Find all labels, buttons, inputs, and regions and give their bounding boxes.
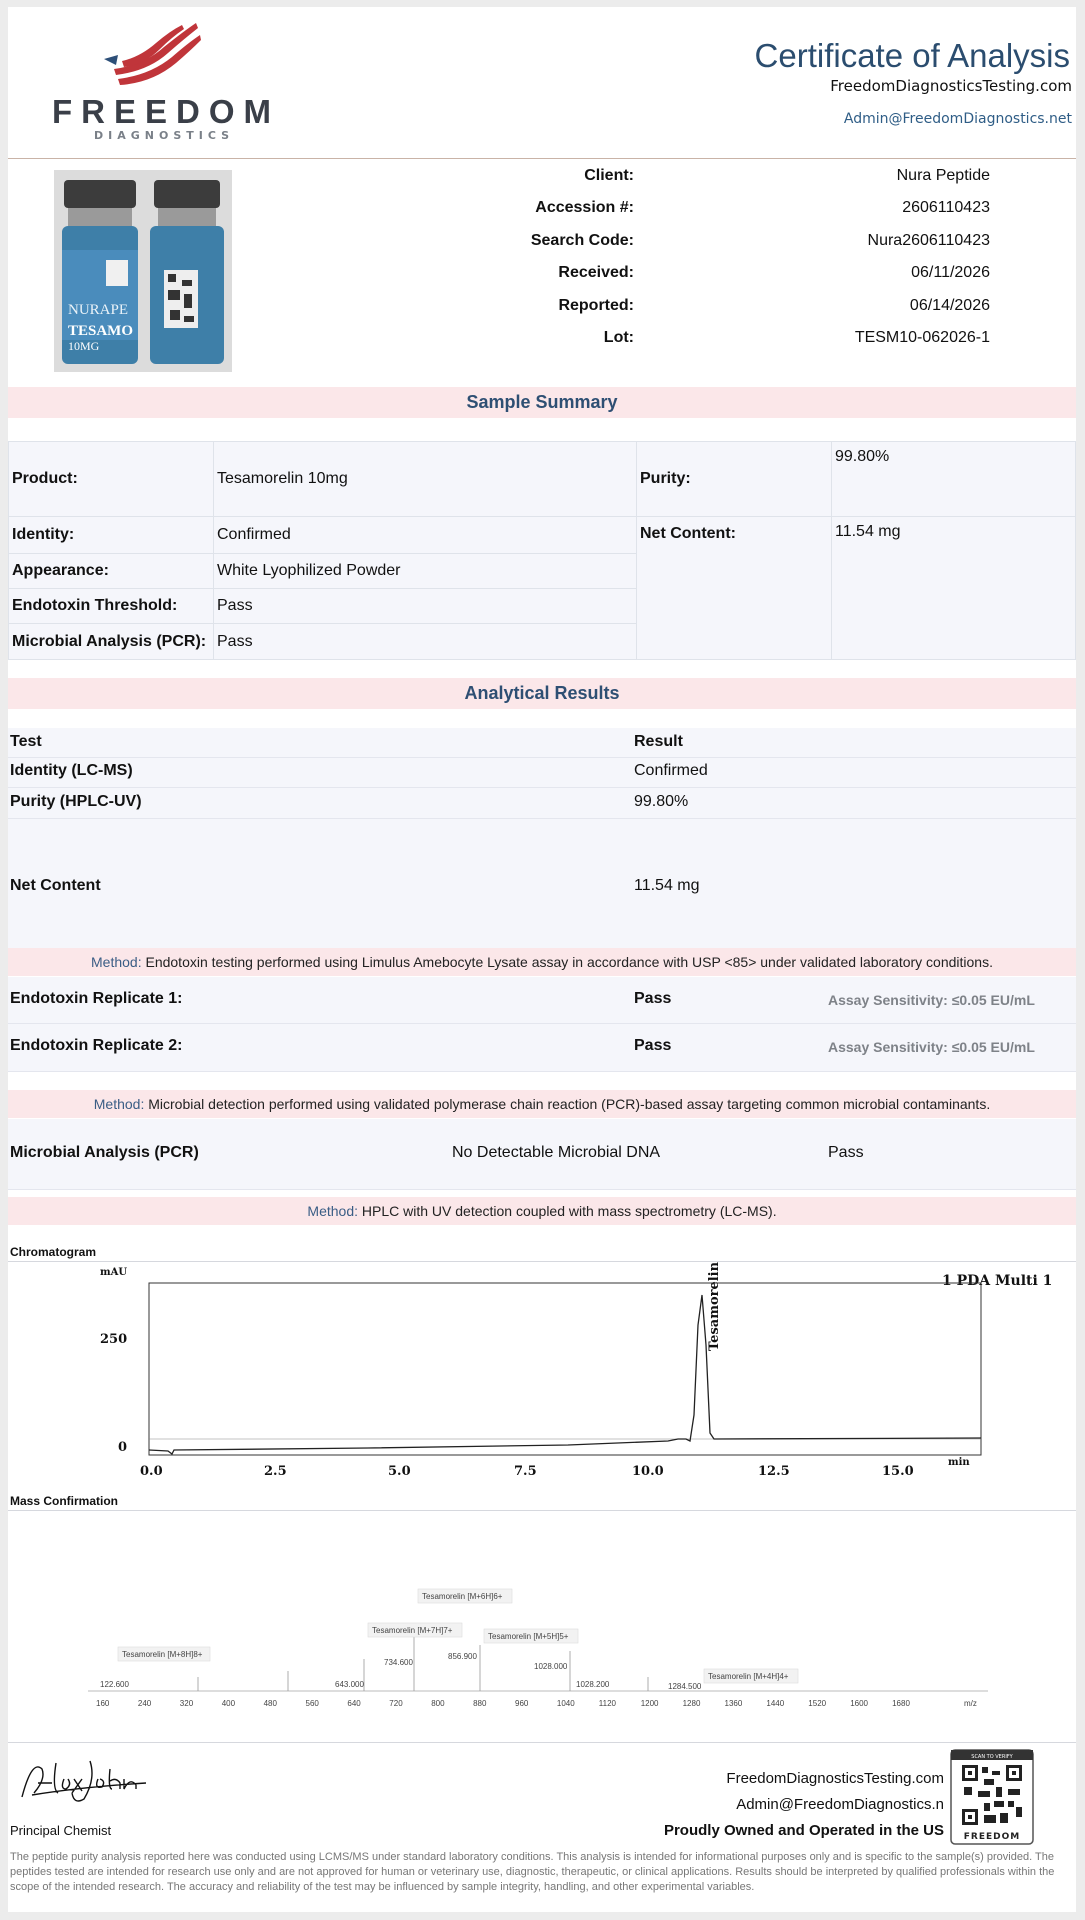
mass-mz-value: 1028.000 <box>534 1662 568 1671</box>
footer-email: Admin@FreedomDiagnostics.n <box>736 1796 944 1813</box>
accession-label: Accession #: <box>535 199 634 216</box>
chromatogram-frame <box>149 1283 981 1455</box>
replicate-name: Endotoxin Replicate 1: <box>10 990 183 1007</box>
mass-divider <box>8 1510 1076 1511</box>
product-label: Product: <box>9 442 214 517</box>
footer-divider <box>8 1742 1076 1743</box>
chromatogram-divider <box>8 1261 1076 1262</box>
page-title: Certificate of Analysis <box>754 37 1070 74</box>
received-value: 06/11/2026 <box>911 264 990 281</box>
assay-sensitivity: Assay Sensitivity: ≤0.05 EU/mL <box>828 1039 1035 1055</box>
logo-wordmark: FREEDOM <box>52 93 280 130</box>
received-label: Received: <box>558 264 634 281</box>
mass-x-tick: 480 <box>263 1699 277 1708</box>
footer-tagline: Proudly Owned and Operated in the US <box>663 1822 944 1839</box>
mass-peak-label: Tesamorelin [M+5H]5+ <box>488 1632 569 1641</box>
replicate-result: Pass <box>634 1037 672 1054</box>
chromatogram-trace <box>149 1295 981 1454</box>
test-name: Identity (LC-MS) <box>10 762 133 779</box>
test-result: Confirmed <box>634 762 708 779</box>
mass-x-tick: 320 <box>179 1699 194 1708</box>
mass-x-tick: 640 <box>347 1699 361 1708</box>
product-value: Tesamorelin 10mg <box>214 442 637 517</box>
mass-x-unit: m/z <box>964 1699 977 1708</box>
table-row <box>8 819 1076 953</box>
chromatogram-x-tick: 2.5 <box>264 1464 287 1479</box>
vial-brand-text: NURAPE <box>68 302 129 318</box>
mass-x-tick: 160 <box>96 1699 110 1708</box>
product-vial-photo <box>54 170 232 372</box>
method-label: Method: <box>91 954 142 970</box>
chromatogram-x-tick: 5.0 <box>388 1464 411 1479</box>
search-code-value: Nura2606110423 <box>867 232 990 249</box>
purity-label: Purity: <box>637 442 832 517</box>
endotoxin-row-2 <box>8 1024 1076 1072</box>
chromatogram-channel: 1 PDA Multi 1 <box>942 1273 1053 1289</box>
test-result: 99.80% <box>634 793 689 810</box>
logo-subtitle: DIAGNOSTICS <box>94 129 235 142</box>
chromatogram-x-tick: 12.5 <box>758 1464 790 1479</box>
mass-peak-label: Tesamorelin [M+6H]6+ <box>422 1592 503 1601</box>
test-name: Purity (HPLC-UV) <box>10 793 142 810</box>
mass-mz-value: 856.900 <box>448 1652 477 1661</box>
reported-label: Reported: <box>558 297 634 314</box>
logo-flag-icon <box>104 19 204 87</box>
identity-label: Identity: <box>9 517 214 554</box>
mass-mz-value: 122.600 <box>100 1680 129 1689</box>
method-text: HPLC with UV detection coupled with mass spectrometry (LC-MS). <box>358 1203 777 1219</box>
mass-peak-label: Tesamorelin [M+4H]4+ <box>708 1672 789 1681</box>
header-email: Admin@FreedomDiagnostics.net <box>843 111 1072 127</box>
disclaimer-text: The peptide purity analysis reported here was conducted using LCMS/MS under standard laboratory conditions. This analysis is intended for informational purposes only and is specific to the sample(s) provided. The peptides tested are intended for research use only and are not approved for human or veterinary use, diagnostic, therapeutic, or clinical applications. Results should be interpreted by qualified professionals within the scope of the intended research. The accuracy and reliability of the test may be influenced by sample integrity, handling, and other experimental variables. <box>10 1851 1055 1893</box>
mass-peak-label: Tesamorelin [M+7H]7+ <box>372 1626 453 1635</box>
qr-bottom-text: FREEDOM <box>963 1832 1021 1842</box>
chromatogram-x-tick: 7.5 <box>514 1464 537 1479</box>
lot-label: Lot: <box>603 329 634 346</box>
sample-summary-table <box>8 441 1076 660</box>
identity-value: Confirmed <box>214 517 637 554</box>
microbial-summary-label: Microbial Analysis (PCR): <box>9 624 214 660</box>
result-column-header: Result <box>634 733 683 750</box>
method-label: Method: <box>307 1203 358 1219</box>
test-name: Net Content <box>10 877 101 894</box>
client-value: Nura Peptide <box>896 167 990 184</box>
mass-x-tick: 400 <box>221 1699 236 1708</box>
vial-name-text: TESAMO <box>68 323 134 339</box>
mass-x-tick: 1440 <box>766 1699 785 1708</box>
mass-x-tick: 1600 <box>850 1699 868 1708</box>
analytical-header-row <box>8 728 1076 758</box>
net-content-label: Net Content: <box>637 517 832 660</box>
purity-value: 99.80% <box>832 442 1076 517</box>
search-code-label: Search Code: <box>530 232 634 249</box>
chromatogram-x-tick: 10.0 <box>632 1464 664 1479</box>
method-text: Endotoxin testing performed using Limulus Amebocyte Lysate assay in accordance with USP <85> under validated laboratory conditions. <box>141 954 993 970</box>
mass-x-tick: 720 <box>389 1699 403 1708</box>
endotoxin-threshold-label: Endotoxin Threshold: <box>9 589 214 624</box>
reported-value: 06/14/2026 <box>909 297 990 314</box>
chromatogram-label: Chromatogram <box>10 1245 97 1259</box>
mass-confirmation-label: Mass Confirmation <box>10 1494 119 1508</box>
chromatogram-chart <box>68 1261 1053 1479</box>
chromatogram-y-tick: 250 <box>100 1332 128 1347</box>
test-column-header: Test <box>10 733 42 750</box>
endotoxin-method-note <box>8 948 1076 976</box>
mass-x-tick: 1200 <box>640 1699 659 1708</box>
microbial-summary-value: Pass <box>214 624 637 660</box>
chromatogram-x-tick: 15.0 <box>882 1464 914 1479</box>
mass-mz-value: 1028.200 <box>576 1680 610 1689</box>
mass-spectrum-chart <box>88 1567 988 1717</box>
mass-x-tick: 960 <box>515 1699 529 1708</box>
endotoxin-threshold-value: Pass <box>214 589 637 624</box>
header-divider <box>8 158 1076 159</box>
mass-x-tick: 1680 <box>892 1699 910 1708</box>
method-label: Method: <box>93 1096 145 1112</box>
replicate-name: Endotoxin Replicate 2: <box>10 1037 183 1054</box>
mass-x-tick: 880 <box>473 1699 487 1708</box>
microbial-method-note <box>8 1090 1076 1118</box>
mass-x-tick: 800 <box>431 1699 445 1708</box>
replicate-result: Pass <box>634 990 672 1007</box>
mass-x-tick: 560 <box>305 1699 319 1708</box>
method-text: Microbial detection performed using validated polymerase chain reaction (PCR)-based assay targeting common microbial contaminants. <box>144 1096 991 1112</box>
chromatogram-x-tick: 0.0 <box>140 1464 163 1479</box>
chromatogram-y-tick: 0 <box>118 1440 128 1455</box>
principal-chemist-label: Principal Chemist <box>10 1823 112 1838</box>
mass-mz-value: 734.600 <box>384 1658 413 1667</box>
assay-sensitivity: Assay Sensitivity: ≤0.05 EU/mL <box>828 992 1035 1008</box>
signature-image <box>12 1749 152 1809</box>
microbial-detail: No Detectable Microbial DNA <box>452 1144 661 1161</box>
mass-x-tick: 1280 <box>682 1699 701 1708</box>
mass-mz-value: 643.000 <box>335 1680 364 1689</box>
chromatogram-peak-label: Tesamorelin <box>707 1261 722 1351</box>
appearance-value: White Lyophilized Powder <box>214 554 637 589</box>
mass-x-tick: 1120 <box>598 1699 617 1708</box>
hplc-method-note <box>8 1197 1076 1225</box>
table-row <box>8 788 1076 819</box>
mass-x-tick: 1360 <box>724 1699 743 1708</box>
accession-value: 2606110423 <box>902 199 990 216</box>
table-row <box>8 758 1076 788</box>
mass-x-tick: 1520 <box>808 1699 827 1708</box>
vial-dose-text: 10MG <box>68 339 100 353</box>
footer-website: FreedomDiagnosticsTesting.com <box>726 1770 944 1787</box>
microbial-result: Pass <box>828 1144 864 1161</box>
mass-x-tick: 240 <box>137 1699 152 1708</box>
microbial-name: Microbial Analysis (PCR) <box>10 1144 199 1161</box>
sample-summary-heading: Sample Summary <box>8 387 1076 418</box>
qr-code-icon[interactable] <box>950 1749 1034 1845</box>
mass-mz-value: 1284.500 <box>668 1682 702 1691</box>
coa-page <box>8 7 1076 1912</box>
chromatogram-x-unit: min <box>948 1457 970 1468</box>
header-website: FreedomDiagnosticsTesting.com <box>830 77 1072 95</box>
appearance-label: Appearance: <box>9 554 214 589</box>
lot-value: TESM10-062026-1 <box>854 329 990 346</box>
microbial-row <box>8 1119 1076 1190</box>
client-label: Client: <box>584 167 634 184</box>
net-content-value: 11.54 mg <box>832 517 1076 660</box>
analytical-results-heading: Analytical Results <box>8 678 1076 709</box>
mass-peak-label: Tesamorelin [M+8H]8+ <box>122 1650 203 1659</box>
mass-x-tick: 1040 <box>556 1699 575 1708</box>
test-result: 11.54 mg <box>634 877 700 894</box>
chromatogram-y-unit: mAU <box>100 1267 128 1278</box>
qr-top-text: SCAN TO VERIFY <box>971 1754 1013 1760</box>
endotoxin-row-1 <box>8 977 1076 1024</box>
